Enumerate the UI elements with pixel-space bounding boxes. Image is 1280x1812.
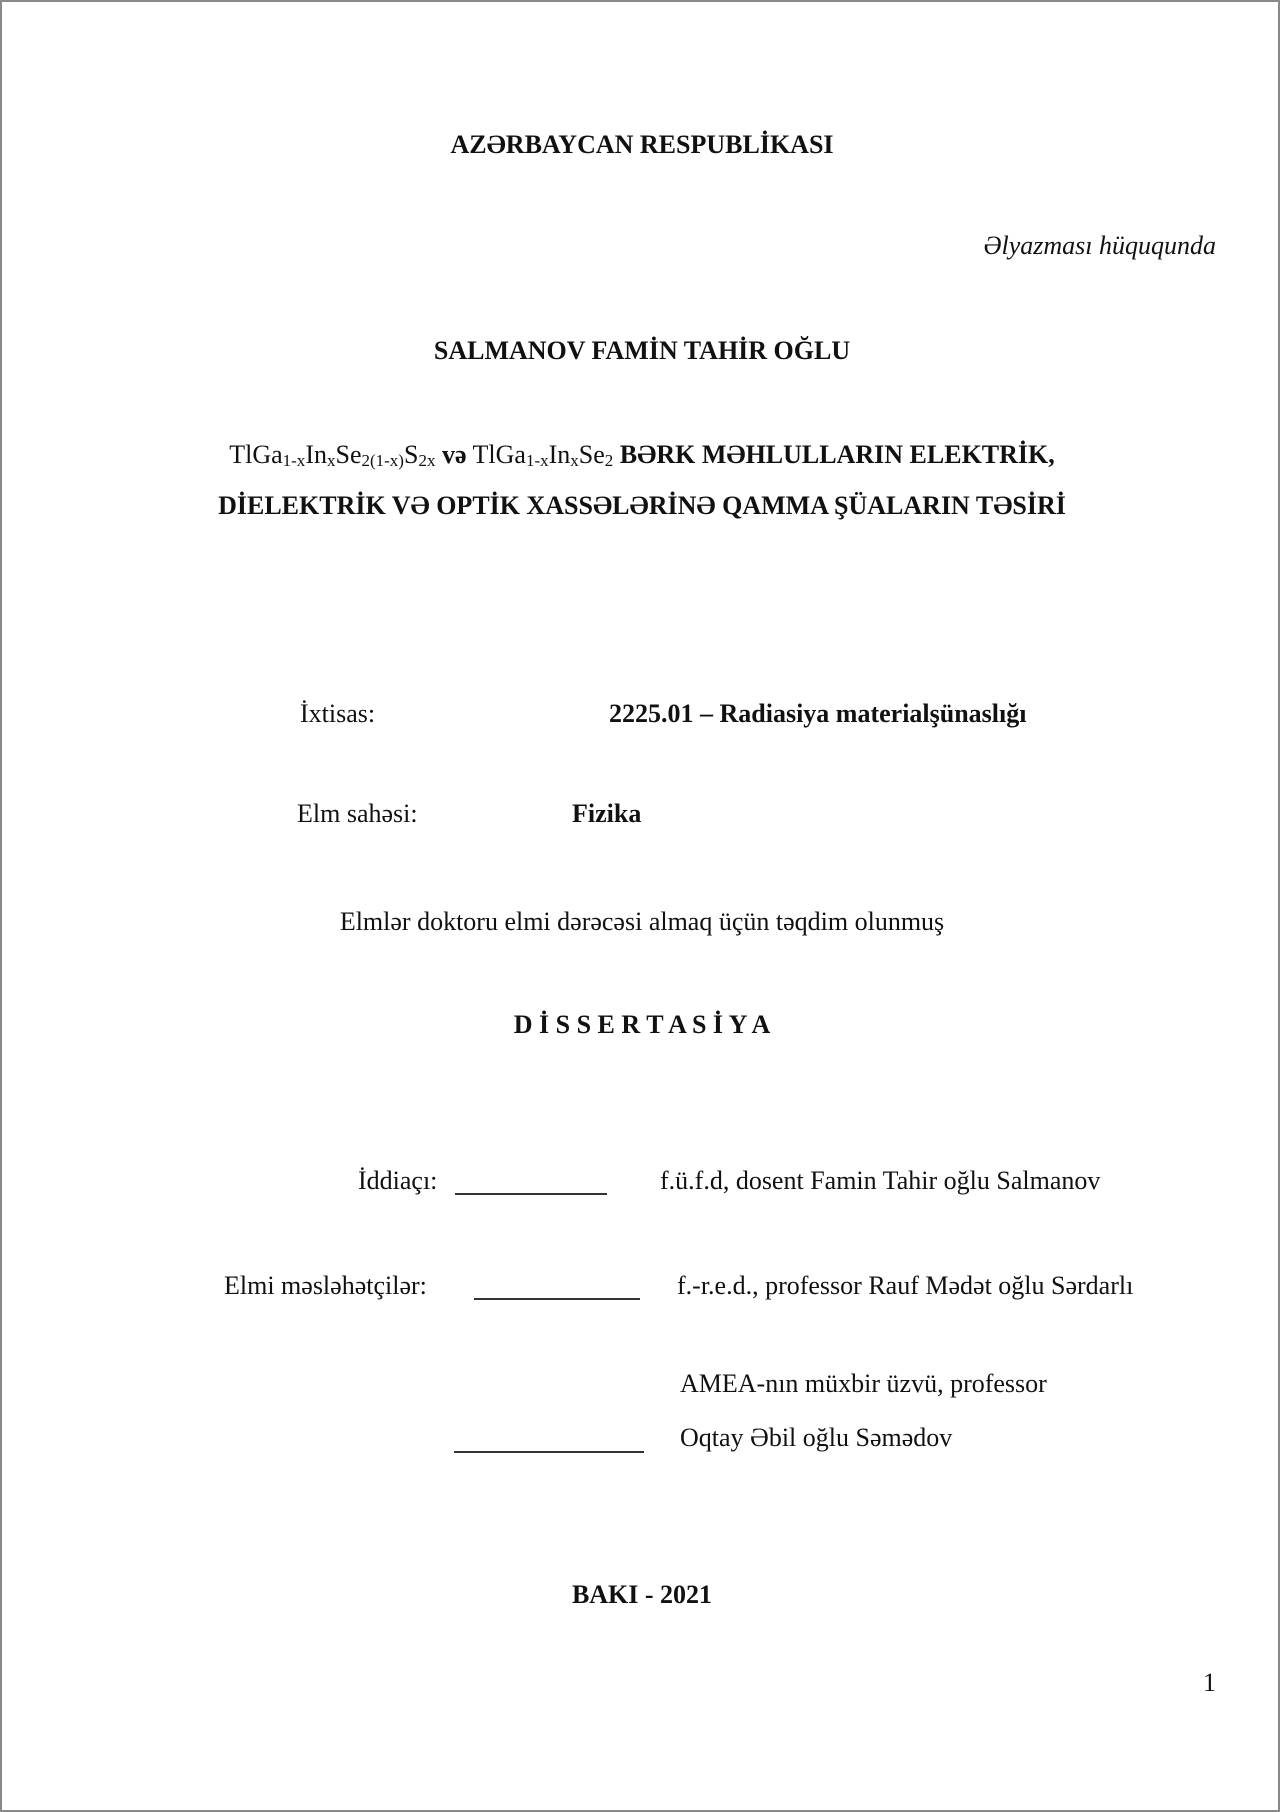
country-heading: AZƏRBAYCAN RESPUBLİKASI bbox=[450, 130, 834, 159]
specialty-label: İxtisas: bbox=[300, 699, 376, 728]
author-name: SALMANOV FAMİN TAHİR OĞLU bbox=[433, 336, 851, 365]
formula-1: $TlGa_{1-x}In_xSe_{2(1-x)}S_{2x}$ bbox=[229, 440, 436, 470]
advisor1-signature-line bbox=[474, 1274, 640, 1300]
field-label: Elm sahəsi: bbox=[297, 799, 418, 828]
advisor1-value: f.-r.e.d., professor Rauf Mədət oğlu Sərdarlı bbox=[677, 1271, 1134, 1300]
formula-2: $TlGa_{1-x}In_xSe_2$ bbox=[472, 440, 614, 470]
title-line-1-rest: BƏRK MƏHLULLARIN ELEKTRİK, bbox=[619, 440, 1055, 469]
manuscript-note: Əlyazması hüququnda bbox=[983, 231, 1216, 260]
claimant-signature-line bbox=[455, 1169, 607, 1195]
advisor2-title: AMEA-nın müxbir üzvü, professor bbox=[680, 1369, 1047, 1398]
page-number: 1 bbox=[1203, 1668, 1216, 1697]
specialty-value: 2225.01 – Radiasiya materialşünaslığı bbox=[609, 699, 1027, 728]
claimant-value: f.ü.f.d, dosent Famin Tahir oğlu Salmanov bbox=[660, 1166, 1101, 1195]
title-line-2: DİELEKTRİK VƏ OPTİK XASSƏLƏRİNƏ QAMMA ŞÜALARIN TƏSİRİ bbox=[218, 491, 1066, 520]
advisors-label: Elmi məsləhətçilər: bbox=[224, 1271, 427, 1300]
city-year: BAKI - 2021 bbox=[571, 1580, 713, 1609]
field-value: Fizika bbox=[572, 799, 642, 828]
document-type: D İ S S E R T A S İ Y A bbox=[513, 1010, 771, 1039]
advisor2-name: Oqtay Əbil oğlu Səmədov bbox=[680, 1423, 953, 1452]
title-conjunction: və bbox=[441, 440, 467, 469]
title-line-1 bbox=[2, 439, 1280, 471]
degree-note: Elmlər doktoru elmi dərəcəsi almaq üçün təqdim olunmuş bbox=[339, 907, 945, 936]
claimant-label: İddiaçı: bbox=[358, 1166, 438, 1195]
advisor2-signature-line bbox=[454, 1427, 644, 1453]
